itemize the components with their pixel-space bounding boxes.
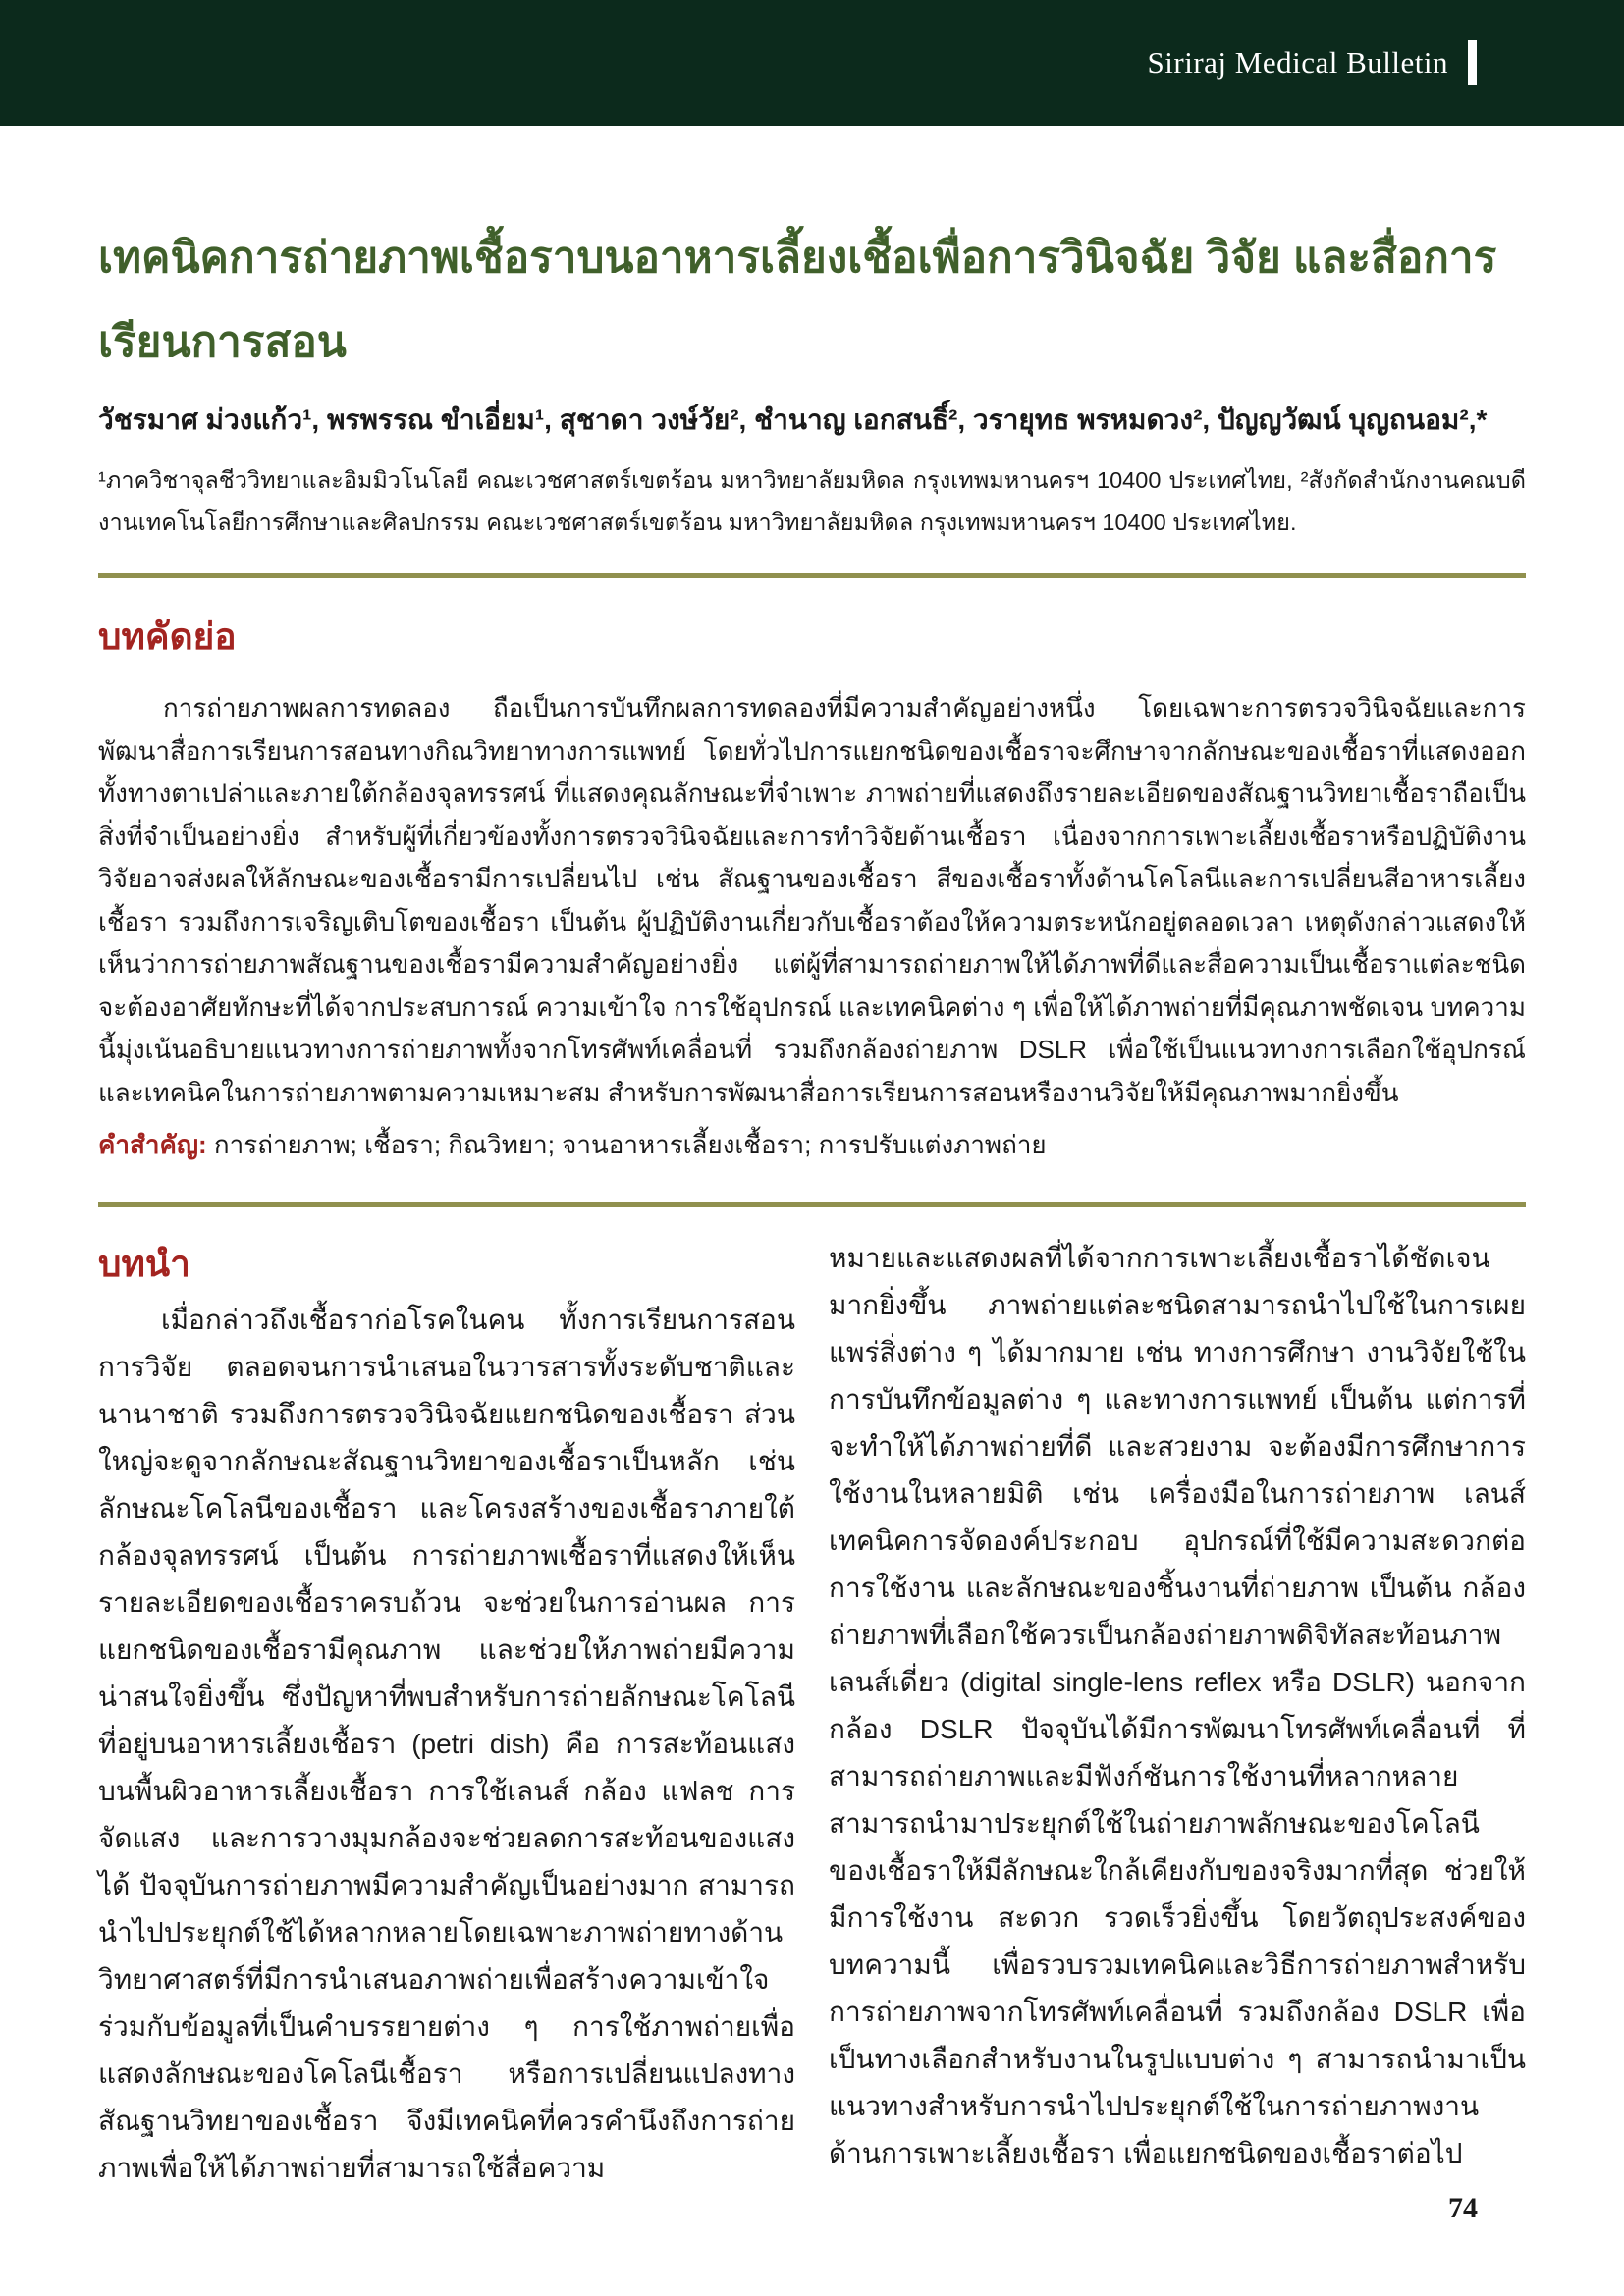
intro-text-right: หมายและแสดงผลที่ได้จากการเพาะเลี้ยงเชื้อราได้ชัดเจนมากยิ่งขึ้น ภาพถ่ายแต่ละชนิดสามารถนำไปใช้ในการเผยแพร่สิ่งต่าง ๆ ได้มากมาย เช่น ทางการศึกษา งานวิจัยใช้ในการบันทึกข้อมูลต่าง ๆ และทางการแพทย์ เป็นต้น แต่การที่จะทำให้ได้ภาพถ่ายที่ดี และสวยงาม จะต้องมีการศึกษาการใช้งานในหลายมิติ เช่น เครื่องมือในการถ่ายภาพ เลนส์ เทคนิคการจัดองค์ประกอบ อุปกรณ์ที่ใช้มีความสะดวกต่อการใช้งาน และลักษณะของชิ้นงานที่ถ่ายภาพ เป็นต้น กล้องถ่ายภาพที่เลือกใช้ควรเป็นกล้องถ่ายภาพดิจิทัลสะท้อนภาพเลนส์เดี่ยว (digital single-lens reflex หรือ DSLR) นอกจากกล้อง DSLR ปัจจุบันได้มีการพัฒนาโทรศัพท์เคลื่อนที่ ที่สามารถถ่ายภาพและมีฟังก์ชันการใช้งานที่หลากหลาย สามารถนำมาประยุกต์ใช้ในถ่ายภาพลักษณะของโคโลนีของเชื้อราให้มีลักษณะใกล้เคียงกับของจริงมากที่สุด ช่วยให้มีการใช้งาน สะดวก รวดเร็วยิ่งขึ้น โดยวัตถุประสงค์ของบทความนี้ เพื่อรวบรวมเทคนิคและวิธีการถ่ายภาพสำหรับการถ่ายภาพจากโทรศัพท์เคลื่อนที่ รวมถึงกล้อง DSLR เพื่อเป็นทางเลือกสำหรับงานในรูปแบบต่าง ๆ สามารถนำมาเป็นแนวทางสำหรับการนำไปประยุกต์ใช้ในการถ่ายภาพงานด้านการเพาะเลี้ยงเชื้อรา เพื่อแยกชนิดของเชื้อราต่อไป xyxy=(829,1242,1526,2168)
section-divider-top xyxy=(98,573,1526,578)
abstract-heading: บทคัดย่อ xyxy=(98,616,237,658)
article-title: เทคนิคการถ่ายภาพเชื้อราบนอาหารเลี้ยงเชื้อเพื่อการวินิจฉัย วิจัย และสื่อการเรียนการสอน xyxy=(98,234,1497,366)
introduction-heading: บทนำ xyxy=(98,1243,190,1284)
journal-title: Siriraj Medical Bulletin xyxy=(1147,45,1448,80)
keywords-label: คำสำคัญ: xyxy=(98,1130,207,1160)
authors-line: วัชรมาศ ม่วงแก้ว¹, พรพรรณ ขำเอี่ยม¹, สุชาดา วงษ์วัย², ชำนาญ เอกสนธิ์², วรายุทธ พรหมดวง², ปัญญวัฒน์ บุญถนอม²,* xyxy=(98,403,1488,435)
journal-header xyxy=(0,0,1624,126)
abstract-body: การถ่ายภาพผลการทดลอง ถือเป็นการบันทึกผลการทดลองที่มีความสำคัญอย่างหนึ่ง โดยเฉพาะการตรวจวินิจฉัยและการพัฒนาสื่อการเรียนการสอนทางกิณวิทยาทางการแพทย์ โดยทั่วไปการแยกชนิดของเชื้อราจะศึกษาจากลักษณะของเชื้อราที่แสดงออกทั้งทางตาเปล่าและภายใต้กล้องจุลทรรศน์ ที่แสดงคุณลักษณะที่จำเพาะ ภาพถ่ายที่แสดงถึงรายละเอียดของสัณฐานวิทยาเชื้อราถือเป็นสิ่งที่จำเป็นอย่างยิ่ง สำหรับผู้ที่เกี่ยวข้องทั้งการตรวจวินิจฉัยและการทำวิจัยด้านเชื้อรา เนื่องจากการเพาะเลี้ยงเชื้อราหรือปฏิบัติงานวิจัยอาจส่งผลให้ลักษณะของเชื้อรามีการเปลี่ยนไป เช่น สัณฐานของเชื้อรา สีของเชื้อราทั้งด้านโคโลนีและการเปลี่ยนสีอาหารเลี้ยงเชื้อรา รวมถึงการเจริญเติบโตของเชื้อรา เป็นต้น ผู้ปฏิบัติงานเกี่ยวกับเชื้อราต้องให้ความตระหนักอยู่ตลอดเวลา เหตุดังกล่าวแสดงให้เห็นว่าการถ่ายภาพสัณฐานของเชื้อรามีความสำคัญอย่างยิ่ง แต่ผู้ที่สามารถถ่ายภาพให้ได้ภาพที่ดีและสื่อความเป็นเชื้อราแต่ละชนิด จะต้องอาศัยทักษะที่ได้จากประสบการณ์ ความเข้าใจ การใช้อุปกรณ์ และเทคนิคต่าง ๆ เพื่อให้ได้ภาพถ่ายที่มีคุณภาพชัดเจน บทความนี้มุ่งเน้นอธิบายแนวทางการถ่ายภาพทั้งจากโทรศัพท์เคลื่อนที่ รวมถึงกล้องถ่ายภาพ DSLR เพื่อใช้เป็นแนวทางการเลือกใช้อุปกรณ์ และเทคนิคในการถ่ายภาพตามความเหมาะสม สำหรับการพัฒนาสื่อการเรียนการสอนหรืองานวิจัยให้มีคุณภาพมากยิ่งขึ้น xyxy=(98,693,1526,1107)
section-divider-bottom xyxy=(98,1202,1526,1207)
affiliations: ¹ภาควิชาจุลชีววิทยาและอิมมิวโนโลยี คณะเวชศาสตร์เขตร้อน มหาวิทยาลัยมหิดล กรุงเทพมหานครฯ 10400 ประเทศไทย, ²สังกัดสำนักงานคณบดี งานเทคโนโลยีการศึกษาและศิลปกรรม คณะเวชศาสตร์เขตร้อน มหาวิทยาลัยมหิดล กรุงเทพมหานครฯ 10400 ประเทศไทย. xyxy=(98,467,1526,536)
header-divider-bar xyxy=(1468,40,1477,85)
intro-text-left: เมื่อกล่าวถึงเชื้อราก่อโรคในคน ทั้งการเรียนการสอน การวิจัย ตลอดจนการนำเสนอในวารสารทั้งระดับชาติและนานาชาติ รวมถึงการตรวจวินิจฉัยแยกชนิดของเชื้อรา ส่วนใหญ่จะดูจากลักษณะสัณฐานวิทยาของเชื้อราเป็นหลัก เช่น ลักษณะโคโลนีของเชื้อรา และโครงสร้างของเชื้อราภายใต้กล้องจุลทรรศน์ เป็นต้น การถ่ายภาพเชื้อราที่แสดงให้เห็นรายละเอียดของเชื้อราครบถ้วน จะช่วยในการอ่านผล การแยกชนิดของเชื้อรามีคุณภาพ และช่วยให้ภาพถ่ายมีความน่าสนใจยิ่งขึ้น ซึ่งปัญหาที่พบสำหรับการถ่ายลักษณะโคโลนีที่อยู่บนอาหารเลี้ยงเชื้อรา (petri dish) คือ การสะท้อนแสงบนพื้นผิวอาหารเลี้ยงเชื้อรา การใช้เลนส์ กล้อง แฟลช การจัดแสง และการวางมุมกล้องจะช่วยลดการสะท้อนของแสงได้ ปัจจุบันการถ่ายภาพมีความสำคัญเป็นอย่างมาก สามารถนำไปประยุกต์ใช้ได้หลากหลายโดยเฉพาะภาพถ่ายทางด้านวิทยาศาสตร์ที่มีการนำเสนอภาพถ่ายเพื่อสร้างความเข้าใจร่วมกับข้อมูลที่เป็นคำบรรยายต่าง ๆ การใช้ภาพถ่ายเพื่อแสดงลักษณะของโคโลนีเชื้อรา หรือการเปลี่ยนแปลงทางสัณฐานวิทยาของเชื้อรา จึงมีเทคนิคที่ควรคำนึงถึงการถ่ายภาพเพื่อให้ได้ภาพถ่ายที่สามารถใช้สื่อความ xyxy=(98,1304,795,2183)
keywords-text: การถ่ายภาพ; เชื้อรา; กิณวิทยา; จานอาหารเลี้ยงเชื้อรา; การปรับแต่งภาพถ่าย xyxy=(206,1130,1047,1160)
intro-column-right xyxy=(829,1235,1526,2192)
page-number: 74 xyxy=(1448,2192,1478,2224)
keywords-line xyxy=(98,1124,1526,1167)
introduction-section xyxy=(98,1235,1526,2192)
intro-column-left xyxy=(98,1235,795,2192)
article-content xyxy=(0,216,1624,2192)
